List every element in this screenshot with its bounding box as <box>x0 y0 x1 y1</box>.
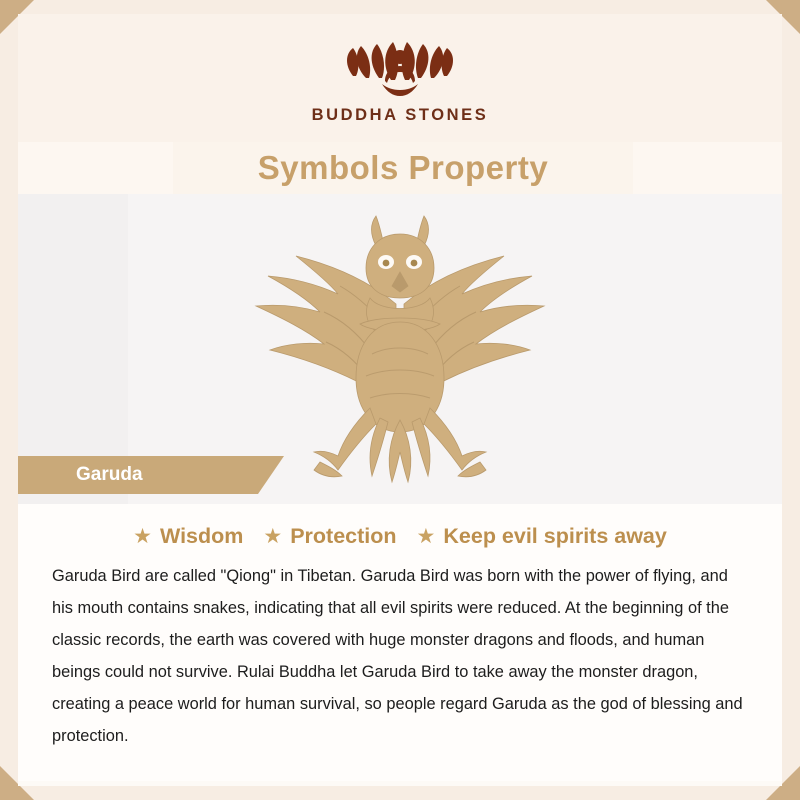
label-ribbon-row <box>18 456 782 494</box>
garuda-label: Garuda <box>76 464 143 485</box>
garuda-bird-illustration <box>220 194 580 494</box>
star-icon: ★ <box>133 525 152 548</box>
star-icon: ★ <box>263 525 283 548</box>
keyword-label: Protection <box>290 524 397 548</box>
page-title: Symbols Property <box>257 149 549 186</box>
hero-image-area <box>18 194 782 504</box>
bottom-spacer <box>18 753 782 781</box>
title-container <box>173 142 633 194</box>
keyword-label: Keep evil spirits away <box>443 524 667 548</box>
keyword-label: Wisdom <box>159 524 244 548</box>
brand-name: BUDDHA STONES <box>311 106 489 124</box>
keyword-item <box>133 524 243 549</box>
content-card <box>18 14 782 786</box>
garuda-label-ribbon <box>18 456 258 494</box>
lotus-meditation-icon <box>325 26 475 104</box>
star-icon: ★ <box>416 525 436 548</box>
keyword-item <box>417 524 667 549</box>
keywords-row <box>18 504 782 555</box>
keyword-item <box>263 524 396 549</box>
description-paragraph: Garuda Bird are called "Qiong" in Tibetan. Garuda Bird was born with the power of flying, and his mouth contains snakes, indicating that all evil spirits were reduced. At the beginning of the classic records, the earth was covered with huge monster dragons and floods, and human beings could not survive. Rulai Buddha let Garuda Bird to take away the monster dragon, creating a peace world for human survival, so people regard Garuda as the god of blessing and protection. <box>18 555 782 753</box>
logo-area <box>18 14 782 142</box>
title-band <box>18 142 782 194</box>
